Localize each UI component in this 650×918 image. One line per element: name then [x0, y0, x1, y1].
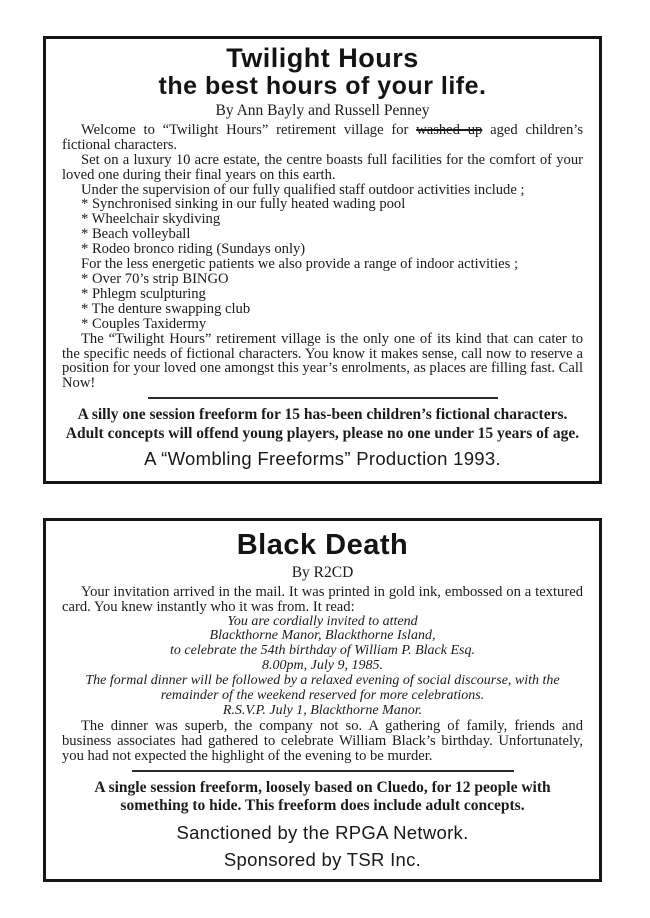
notice-line: something to hide. This freeform does include adult concepts.	[120, 797, 525, 815]
body-line: * Couples Taxidermy	[81, 315, 207, 332]
sanctioned-credit: Sanctioned by the RPGA Network.	[176, 821, 469, 843]
body-line: The formal dinner will be followed by a relaxed evening of social discourse, with the	[85, 673, 560, 689]
twilight-subtitle: the best hours of your life.	[158, 71, 487, 100]
body-line: * Wheelchair skydiving	[81, 211, 221, 228]
strikethrough-text: washed up	[416, 121, 483, 138]
body-line: R.S.V.P. July 1, Blackthorne Manor.	[222, 702, 423, 718]
body-line: Welcome to “Twilight Hours” retirement village for washed up aged children’s fictional characters.	[62, 121, 583, 153]
blackdeath-body-text	[62, 585, 583, 764]
notice-line: Adult concepts will offend young players, please no one under 15 years of age.	[65, 424, 580, 442]
body-line: Under the supervision of our fully qualified staff outdoor activities include ;	[81, 181, 525, 198]
twilight-notice	[62, 406, 583, 443]
twilight-title: Twilight Hours	[226, 43, 419, 73]
body-line: remainder of the weekend reserved for more celebrations.	[160, 688, 485, 704]
production-credit: A “Wombling Freeforms” Production 1993.	[144, 448, 501, 470]
blackdeath-title: Black Death	[236, 529, 409, 561]
twilight-body-text	[62, 123, 583, 391]
body-line: For the less energetic patients we also provide a range of indoor activities ;	[81, 256, 519, 273]
body-line: You are cordially invited to attend	[227, 613, 418, 629]
blackdeath-notice	[62, 779, 583, 816]
body-line: * Beach volleyball	[81, 226, 191, 243]
body-line: 8.00pm, July 9, 1985.	[262, 658, 383, 674]
sponsored-credit: Sponsored by TSR Inc.	[223, 849, 422, 871]
body-line: * Rodeo bronco riding (Sundays only)	[81, 241, 306, 258]
body-line: * The denture swapping club	[81, 300, 251, 317]
body-line: * Phlegm sculpturing	[81, 285, 206, 302]
body-line: The dinner was superb, the company not so. A gathering of family, friends and business associates had gathered to celebrate William Black’s birthday. Unfortunately, you had not expected the highlight of the evening to be murder.	[62, 717, 583, 764]
section-divider-rule	[132, 770, 514, 772]
twilight-hours-advert	[43, 36, 602, 484]
body-line: Blackthorne Manor, Blackthorne Island,	[209, 628, 436, 644]
blackdeath-byline: By R2CD	[291, 563, 354, 581]
body-line: Set on a luxury 10 acre estate, the centre boasts full facilities for the comfort of your loved one during their final years on this earth.	[62, 151, 583, 183]
notice-line: A silly one session freeform for 15 has-been children’s fictional characters.	[77, 406, 568, 424]
notice-line: A single session freeform, loosely based on Cluedo, for 12 people with	[94, 778, 551, 796]
body-line: * Synchronised sinking in our fully heated wading pool	[81, 196, 406, 213]
body-line: to celebrate the 54th birthday of William P. Black Esq.	[170, 643, 475, 659]
body-line: * Over 70’s strip BINGO	[81, 270, 229, 287]
twilight-byline: By Ann Bayly and Russell Penney	[215, 102, 430, 120]
black-death-advert	[43, 518, 602, 882]
body-line: Your invitation arrived in the mail. It was printed in gold ink, embossed on a textured card. You knew instantly who it was from. It read:	[62, 583, 583, 615]
body-line: The “Twilight Hours” retirement village is the only one of its kind that can cater to the specific needs of fictional characters. You know it makes sense, call now to reserve a position for your loved one amongst this year’s enrolments, as places are filling fast. Call Now!	[62, 330, 583, 392]
section-divider-rule	[148, 397, 498, 399]
